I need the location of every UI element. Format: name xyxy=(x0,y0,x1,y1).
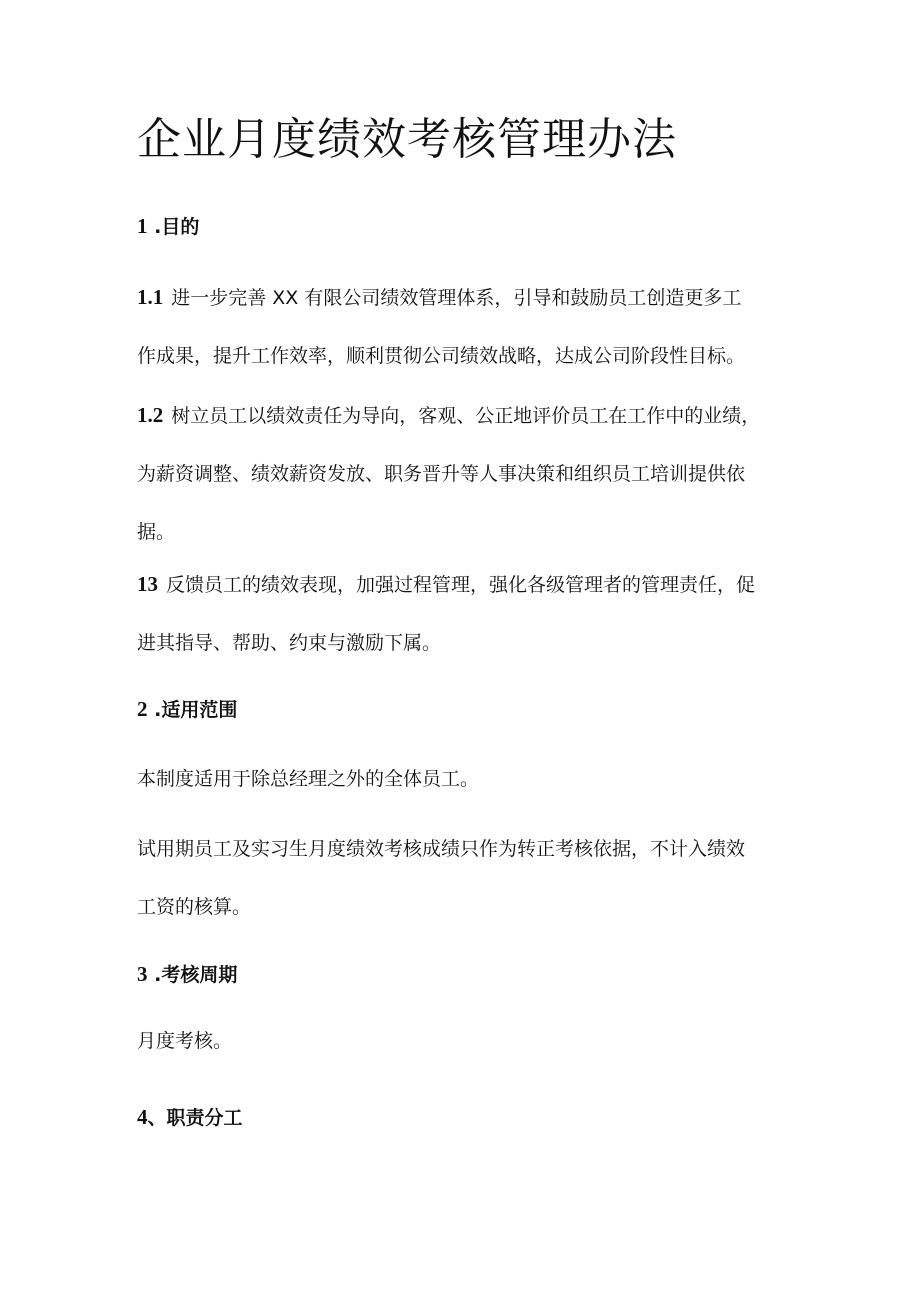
paragraph-text: 树立员工以绩效责任为导向，客观、公正地评价员工在工作中的业绩， xyxy=(171,405,761,427)
section-heading-purpose xyxy=(137,212,787,241)
clause-number: 1.2 xyxy=(137,403,164,427)
section-title: .适用范围 xyxy=(147,699,238,721)
paragraph-line: 月度考核。 xyxy=(137,1030,233,1052)
paragraph-line: 试用期员工及实习生月度绩效考核成绩只作为转正考核依据，不计入绩效 xyxy=(137,838,746,860)
paragraph-line xyxy=(137,268,789,327)
paragraph-line: 本制度适用于除总经理之外的全体员工。 xyxy=(137,768,480,790)
paragraph-scope-2 xyxy=(137,820,789,936)
section-title: .目的 xyxy=(147,216,200,238)
paragraph-line: 工资的核算。 xyxy=(137,896,252,918)
paragraph-1-3 xyxy=(137,555,789,672)
paragraph-line xyxy=(137,555,789,614)
paragraph-1-2 xyxy=(137,386,789,561)
paragraph-line: 为薪资调整、绩效薪资发放、职务晋升等人事决策和组织员工培训提供依 xyxy=(137,463,746,485)
paragraph-1-1 xyxy=(137,268,789,385)
section-number: 2 xyxy=(137,697,148,721)
paragraph-line: 作成果，提升工作效率，顺利贯彻公司绩效战略，达成公司阶段性目标。 xyxy=(137,345,746,367)
section-number: 3 xyxy=(137,962,148,986)
section-title: .考核周期 xyxy=(147,964,238,986)
paragraph-text: 进一步完善 XX 有限公司绩效管理体系，引导和鼓励员工创造更多工 xyxy=(171,287,742,309)
paragraph-line: 据。 xyxy=(137,521,176,543)
clause-number: 1.1 xyxy=(137,285,164,309)
section-heading-scope xyxy=(137,695,787,724)
section-number: 4 xyxy=(137,1105,148,1129)
paragraph-scope-1 xyxy=(137,750,789,808)
section-number: 1 xyxy=(137,214,148,238)
paragraph-line xyxy=(137,386,789,445)
clause-number: 13 xyxy=(137,572,158,596)
paragraph-line: 进其指导、帮助、约束与激励下属。 xyxy=(137,632,442,654)
section-title: 、职责分工 xyxy=(147,1107,243,1129)
section-heading-duties xyxy=(137,1103,787,1132)
page-title: 企业月度绩效考核管理办法 xyxy=(137,114,677,165)
paragraph-text: 反馈员工的绩效表现，加强过程管理，强化各级管理者的管理责任，促 xyxy=(166,574,756,596)
paragraph-cycle xyxy=(137,1012,789,1070)
section-heading-cycle xyxy=(137,960,787,989)
